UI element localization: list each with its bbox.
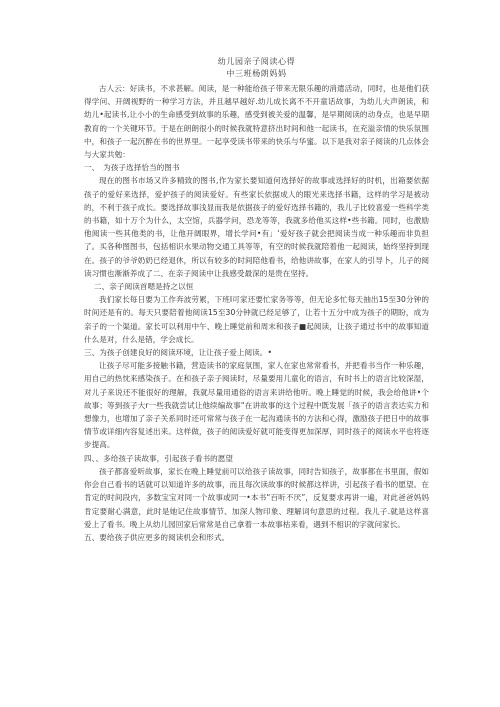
paragraph: 孩子都喜爱听故事，家长在晚上睡觉前可以给孩子读故事，同时告知孩子，故事都在书里面，假如你会自己看书的话就可以知道许多的故事，而且每次读故事的时候都这样讲，引起孩子看书的愿望。在肯定的时间段内，多数宝宝对同一个故事或同一•本书“百听不厌”，反复要求再讲一遍，对此爸爸妈妈肯定要耐心满意，此时是她记住故事情节、加深人物印象、理解词句意思的过程。我儿子.就是这样喜爱上了看书。晚上从幼儿园回家后常常是自己拿着一本故事枯来看，遇到不相识的字就问家长。 [84,466,429,529]
section-heading: 二、亲子阅读首嗯是持之以恒 [94,282,194,292]
document-author: 中三班杨朗妈妈 [226,69,287,78]
paragraph: 现在的图书市场又许多精致的图书,作为家长要知道何选择好的故事或选择好的时机，出箱要依据孩子的爱好来选择，爱护孩子的阅读爱好。有些家长依据成人的眼光来选择书籍，这样的学习是被动的，不利于孩子成长。要选择故事浅显而我是依据孩子的爱好选择书籍的，我儿子比较喜爱一些科学类的书籍，如十万个为什么，太空馆，兵器学问，恐龙等等，我就多给他买这样•些书籍。同时，也激励他阅读一些其他类的书，让他开阔眼界，增长学问•有」‘爱好孩子就会把阅读当成一种乐趣而非负担了。买各种图图书，包括相识水果动物交通工具等等，有空的时候我就陪着他一起阅读，始终坚持到现在。孩子的爷爷奶奶已经退休，所以有较多的时间陪他看书，给他讲故事，在家人的引导卜，儿子的阅读习惯也渐渐养成了二、在亲子阅读中让我感受最深的是贵在坚持。 [84,176,429,278]
paragraph: 让孩子尽可能多接触书籍，营造读书的家庭氛围，家人在家也常常看书，并把看书当作一种乐趣，用自己的热忱来感染孩子。在和孩子亲子阅读时，尽量要用儿童化的语言，有时书上的语言比较深湿，对儿子来说还不能很好的理解，我就尽量用通俗的语言来讲给他听。晚上睡觉的时候，我会给他讲•个故事；等到孩子大r一些我就尝试让他续编故事“在讲故事的这个过程中既发展「孩子的语言表达实力和想像力，也增加了亲子关系同时还可常常与孩子在一起沟通读书的方法和心得，激励孩子把日中的故事情节或详细内容复述出来。这样做，孩子的阅读爱好就可能变得更加深厚，同时孩子的阅读水平也将逐步提高。 [84,361,429,450]
document-body [84,56,429,544]
section-heading: 一、 为孩子选择恰当的图书 [84,163,180,173]
section-heading: 三、为孩子创建良好的阅读环境，让让孩子爱上阅读。• [84,348,272,358]
document-content [84,82,429,544]
section-heading: 五、要给孩子供应更多的阅读机会和形式。 [84,532,230,542]
document-title: 幼儿园亲子阅读心得 [217,57,296,66]
section-heading: 四、、多给孩子读故事，引起孩子看书的愿望 [84,453,234,463]
paragraph: 我们家长每日要为工作奔波劳累，下班I可家还要忙家务等等，但无论多忙每天抽出15至30分钟的时间还是有的。每天只要陪着他阅读15至30分钟就已经足够了，让若十五分中成为孩子的期盼，成为亲子的一个渠道。家长可以利用中午、晚上睡觉前和周末和孩子■起阅读，让孩子通过书中的故事知道什么是对，什么是错，学会成长。 [84,295,429,344]
paragraph: 古人云：好读书，不求甚解。阅读，是一种能给孩子带来无限乐趣的消遣活动，同时，也是他们获得学问、开阔视野的一种学习方法，并且越早越好.幼儿成长离不不开童话故事，为幼儿大声朗读，和幼儿•起读书,让小小的生命感受到故事的乐趣，感受到被关爱的温馨，是早期阅读的动身点，也是早期教育的一个关键环节。于是在朗朗很小的时候我就特意挤出时间和他一起读书，在充溢亲情的快乐氛围中，和孩子一起沉醉在书的世界里。一起享受读书带来的快乐与华蜜。以下是我对亲子阅读的几点体会与大家共勉： [84,84,429,160]
